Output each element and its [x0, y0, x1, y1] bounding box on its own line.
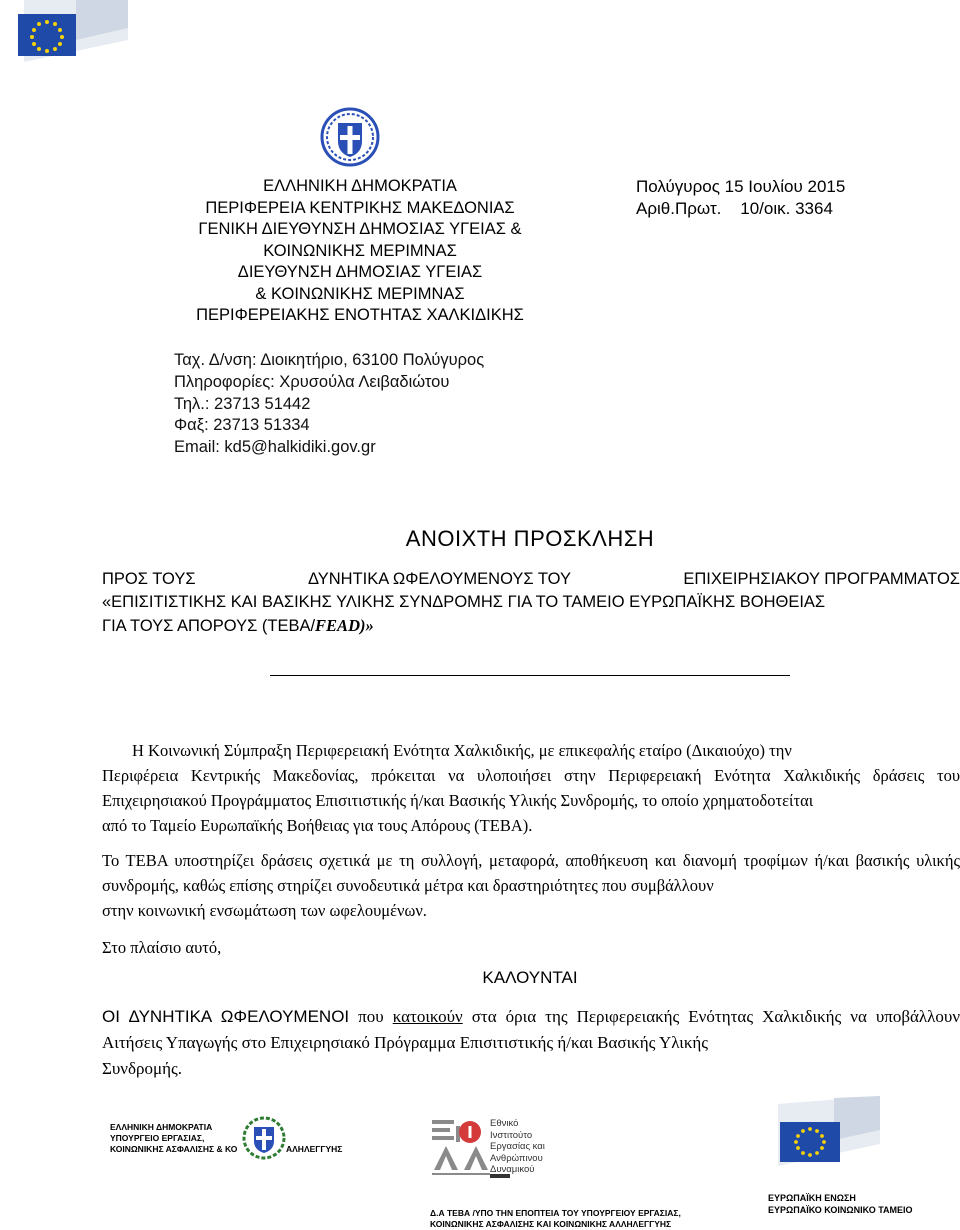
greek-coat-of-arms-icon [320, 107, 380, 167]
eiead-line: Ανθρώπινου [490, 1152, 543, 1164]
paragraph-text: στα όρια της Περιφερειακής Ενότητας Χαλκιδικής να υποβάλλουν Αιτήσεις Υπαγωγής στο Επιχειρησιακό Πρόγραμμα Επισιτιστικής ή/και Βασικής Υλικής [102, 1007, 960, 1052]
eiead-line: Δυναμικού [490, 1164, 535, 1175]
context-paragraph: Στο πλαίσιο αυτό, [102, 938, 222, 957]
eiead-line: Ινστιτούτο [490, 1129, 533, 1141]
paragraph-text: Η Κοινωνική Σύμπραξη Περιφερειακή Ενότητα Χαλκιδικής, με επικεφαλής εταίρο (Δικαιούχο) την [132, 741, 792, 760]
document-title: ΑΝΟΙΧΤΗ ΠΡΟΣΚΛΗΣΗ [405, 526, 655, 551]
subject-block [102, 568, 960, 638]
issuer-line: ΠΕΡΙΦΕΡΕΙΑ ΚΕΝΤΡΙΚΗΣ ΜΑΚΕΔΟΝΙΑΣ [205, 198, 515, 217]
subject-part: ΕΠΙΧΕΙΡΗΣΙΑΚΟΥ ΠΡΟΓΡΑΜΜΑΤΟΣ [683, 570, 960, 588]
subject-line: «ΕΠΙΣΙΤΙΣΤΙΚΗΣ ΚΑΙ ΒΑΣΙΚΗΣ ΥΛΙΚΗΣ ΣΥΝΔΡΟΜΗΣ ΓΙΑ ΤΟ ΤΑΜΕΙΟ ΕΥΡΩΠΑΪΚΗΣ ΒΟΗΘΕΙΑΣ [102, 593, 826, 611]
paragraph-text: Το ΤΕΒΑ υποστηρίζει δράσεις σχετικά με τη συλλογή, μεταφορά, αποθήκευση και διανομή τροφίμων ή/και βασικής υλικής συνδρομής, καθώς επίσης στηρίζει συνοδευτικά μέτρα και δραστηριότητες που συμβάλλουν [102, 851, 960, 895]
subject-part: ΠΡΟΣ ΤΟΥΣ [102, 570, 196, 588]
call-heading: ΚΑΛΟΥΝΤΑΙ [482, 968, 578, 987]
contact-block [174, 350, 484, 459]
paragraph-text: Συνδρομής. [102, 1059, 182, 1078]
fax-number: Φαξ: 23713 51334 [174, 416, 310, 435]
footer-line: ΑΛΗΛΕΓΓΥΗΣ [286, 1144, 343, 1154]
footer-line: Δ.Α ΤΕΒΑ /ΥΠΟ ΤΗΝ ΕΠΟΠΤΕΙΑ ΤΟΥ ΥΠΟΥΡΓΕΙΟΥ ΕΡΓΑΣΙΑΣ, [430, 1208, 681, 1218]
eu-flag-logo-icon [760, 1096, 880, 1180]
greek-emblem-small-icon [242, 1116, 286, 1160]
issuer-block [170, 176, 550, 327]
paragraph-text: Περιφέρεια Κεντρικής Μακεδονίας, πρόκειται να υλοποιήσει στην Περιφερειακή Ενότητα Χαλκιδικής δράσεις του Επιχειρησιακού Προγράμματος Επισιτιστικής ή/και Βασικής Υλικής Συνδρομής, το οποίο χρηματοδοτείται [102, 766, 960, 810]
ministry-footer-block [110, 1122, 237, 1155]
phone-number: Τηλ.: 23713 51442 [174, 394, 311, 413]
footer-line: ΕΥΡΩΠΑΪΚΟ ΚΟΙΝΩΝΙΚΟ ΤΑΜΕΙΟ [768, 1205, 913, 1215]
paragraph-text: από το Ταμείο Ευρωπαϊκής Βοήθειας για τους Απόρους (ΤΕΒΑ). [102, 816, 533, 835]
intro-paragraph [102, 738, 960, 838]
footer-line: ΕΛΛΗΝΙΚΗ ΔΗΜΟΚΡΑΤΙΑ [110, 1122, 213, 1132]
divider [270, 675, 790, 676]
protocol-number: Αριθ.Πρωτ. 10/οικ. 3364 [636, 198, 833, 218]
beneficiaries-paragraph [102, 1004, 960, 1082]
eiead-name [490, 1118, 545, 1176]
postal-address: Ταχ. Δ/νση: Διοικητήριο, 63100 Πολύγυρος [174, 351, 485, 369]
issuer-line: & ΚΟΙΝΩΝΙΚΗΣ ΜΕΡΙΜΝΑΣ [255, 284, 465, 303]
eiead-line: Εργασίας και [490, 1141, 545, 1152]
fead-label: FEAD)» [315, 616, 374, 635]
paragraph-text: που [358, 1007, 384, 1026]
teva-paragraph [102, 848, 960, 923]
date-block [636, 176, 845, 219]
eu-footer-label [768, 1192, 913, 1216]
footer-line: ΥΠΟΥΡΓΕΙΟ ΕΡΓΑΣΙΑΣ, [110, 1133, 205, 1143]
eiead-line: Εθνικό [490, 1118, 519, 1129]
contact-person: Πληροφορίες: Χρυσούλα Λειβαδιώτου [174, 372, 450, 391]
issuer-line: ΓΕΝΙΚΗ ΔΙΕΥΘΥΝΣΗ ΔΗΜΟΣΙΑΣ ΥΓΕΙΑΣ & [198, 220, 522, 238]
underlined-word: κατοικούν [392, 1007, 463, 1026]
eu-flag-logo-icon [6, 0, 128, 62]
issuer-line: ΔΙΕΥΘΥΝΣΗ ΔΗΜΟΣΙΑΣ ΥΓΕΙΑΣ [237, 263, 483, 281]
beneficiaries-caps: ΟΙ ΔΥΝΗΤΙΚΑ ΩΦΕΛΟΥΜΕΝΟΙ [102, 1007, 350, 1026]
subject-part: ΔΥΝΗΤΙΚΑ ΩΦΕΛΟΥΜΕΝΟΥΣ ΤΟΥ [307, 570, 571, 588]
footer-line: ΚΟΙΝΩΝΙΚΗΣ ΑΣΦΑΛΙΣΗΣ & ΚΟ [110, 1144, 238, 1154]
document-date: Πολύγυρος 15 Ιουλίου 2015 [636, 177, 846, 196]
issuer-line: ΚΟΙΝΩΝΙΚΗΣ ΜΕΡΙΜΝΑΣ [263, 241, 457, 260]
subject-line: ΓΙΑ ΤΟΥΣ ΑΠΟΡΟΥΣ (ΤΕΒΑ/ [102, 617, 316, 635]
email-address: Email: kd5@halkidiki.gov.gr [174, 438, 376, 457]
footer-line: ΚΟΙΝΩΝΙΚΗΣ ΑΣΦΑΛΙΣΗΣ ΚΑΙ ΚΟΙΝΩΝΙΚΗΣ ΑΛΛΗΛΕΓΓΥΗΣ [430, 1219, 672, 1229]
issuer-line: ΕΛΛΗΝΙΚΗ ΔΗΜΟΚΡΑΤΙΑ [263, 177, 457, 195]
issuer-line: ΠΕΡΙΦΕΡΕΙΑΚΗΣ ΕΝΟΤΗΤΑΣ ΧΑΛΚΙΔΙΚΗΣ [196, 306, 524, 324]
paragraph-text: στην κοινωνική ενσωμάτωση των ωφελουμένων. [102, 901, 427, 920]
footer-line: ΕΥΡΩΠΑΪΚΗ ΕΝΩΣΗ [768, 1193, 856, 1203]
